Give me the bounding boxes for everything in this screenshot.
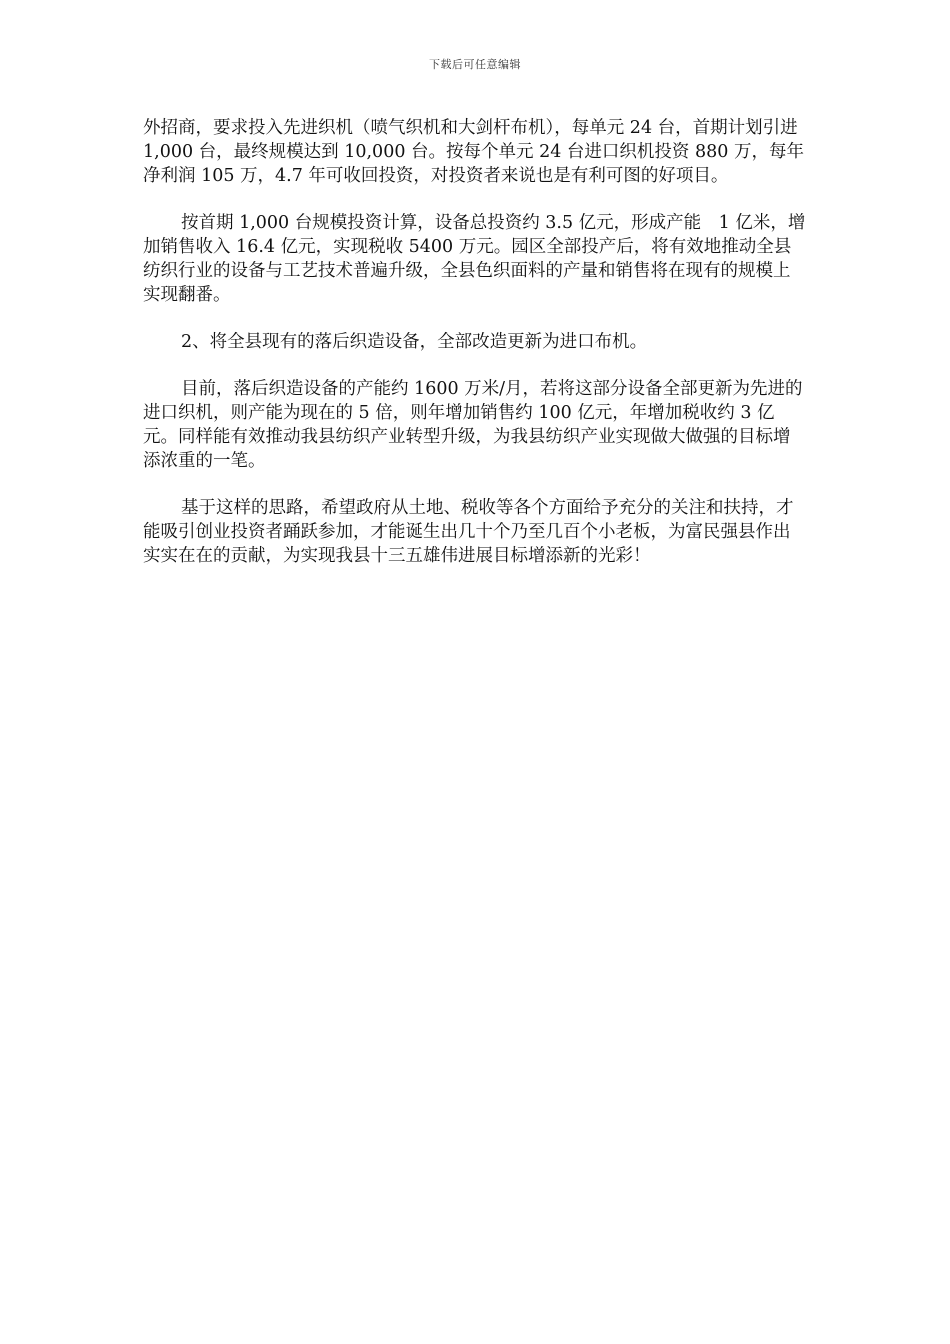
paragraph-current-capacity: 目前，落后织造设备的产能约 1600 万米/月，若将这部分设备全部更新为先进的进口织机，则产能为现在的 5 倍，则年增加销售约 100 亿元，年增加税收约 3 亿元。同样能有效推动我县纺织产业转型升级，为我县纺织产业实现做大做强的目标增添浓重的一笔。	[143, 379, 803, 471]
header-note: 下载后可任意编辑	[429, 58, 521, 71]
paragraph-first-phase: 按首期 1,000 台规模投资计算，设备总投资约 3.5 亿元，形成产能 1 亿米，增加销售收入 16.4 亿元，实现税收 5400 万元。园区全部投产后，将有效地推动全县纺织行业的设备与工艺技术普遍升级，全县色织面料的产量和销售将在现有的规模上实现翻番。	[143, 213, 806, 305]
paragraph-conclusion: 基于这样的思路，希望政府从土地、税收等各个方面给予充分的关注和扶持，才能吸引创业投资者踊跃参加，才能诞生出几十个乃至几百个小老板，为富民强县作出实实在在的贡献，为实现我县十三五雄伟进展目标增添新的光彩！	[143, 498, 794, 566]
document-body	[143, 116, 807, 591]
paragraph-investment-plan: 外招商，要求投入先进织机（喷气织机和大剑杆布机），每单元 24 台，首期计划引进 1,000 台，最终规模达到 10,000 台。按每个单元 24 台进口织机投资 880 万，每年净利润 105 万，4.7 年可收回投资，对投资者来说也是有利可图的好项目。	[143, 118, 804, 186]
paragraph-point-2: 2、将全县现有的落后织造设备，全部改造更新为进口布机。	[181, 332, 648, 352]
